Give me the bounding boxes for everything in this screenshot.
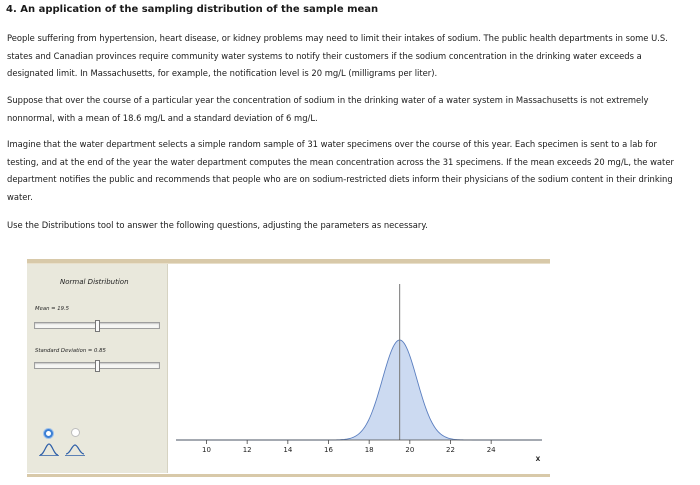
normal-distribution-radio[interactable]: [44, 429, 53, 438]
x-tick-label: 12: [242, 446, 252, 454]
x-tick-label: 20: [405, 446, 415, 454]
density-curve: [176, 340, 542, 440]
distribution-graph-area: [168, 264, 550, 473]
paragraph-instructions: Use the Distributions tool to answer the following questions, adjusting the parameters as necessary.: [7, 220, 428, 230]
distribution-control-panel: [27, 264, 168, 473]
x-tick-label: 18: [364, 446, 374, 454]
panel-title: Normal Distribution: [60, 278, 129, 286]
x-tick-label: 16: [324, 446, 333, 454]
x-tick-label: 24: [486, 446, 496, 454]
sd-label: Standard Deviation = 0.85: [35, 348, 106, 354]
sd-slider[interactable]: [34, 362, 160, 369]
t-distribution-radio[interactable]: [71, 428, 80, 437]
x-tick-label: 22: [446, 446, 455, 454]
t-curve-icon[interactable]: [65, 443, 85, 457]
mean-slider[interactable]: [34, 322, 160, 329]
sd-slider-thumb[interactable]: [95, 360, 100, 372]
x-tick-label: 14: [283, 446, 293, 454]
density-fill: [176, 340, 542, 440]
paragraph-intro: People suffering from hypertension, heart disease, or kidney problems may need to limit their intakes of sodium. The public health departments in some U.S. states and Canadian provinces require community water systems to notify their customers if the sodium concentration in the drinking water exceeds a designated limit. In Massachusetts, for example, the notification level is 20 mg/L (milligrams per liter).: [7, 33, 668, 79]
mean-label: Mean = 19.5: [35, 306, 70, 312]
x-axis-label: X: [535, 456, 541, 463]
tool-bottom-border: [27, 474, 550, 477]
paragraph-population: Suppose that over the course of a particular year the concentration of sodium in the drinking water of a water system in Massachusetts is not extremely nonnormal, with a mean of 18.6 mg/L and a standard deviation of 6 mg/L.: [7, 95, 649, 123]
distribution-chart: [168, 264, 550, 473]
paragraph-sample: Imagine that the water department selects a simple random sample of 31 water specimens over the course of this year. Each specimen is sent to a lab for testing, and at the end of the year the water department computes the mean concentration across the 31 specimens. If the mean exceeds 20 mg/L, the water department notifies the public and recommends that people who are on sodium-restricted diets inform their physicians of the sodium content in their drinking water.: [7, 139, 674, 202]
mean-slider-thumb[interactable]: [95, 320, 100, 332]
x-tick-label: 10: [202, 446, 211, 454]
question-title: 4. An application of the sampling distribution of the sample mean: [6, 4, 379, 15]
normal-curve-icon[interactable]: [39, 443, 59, 457]
